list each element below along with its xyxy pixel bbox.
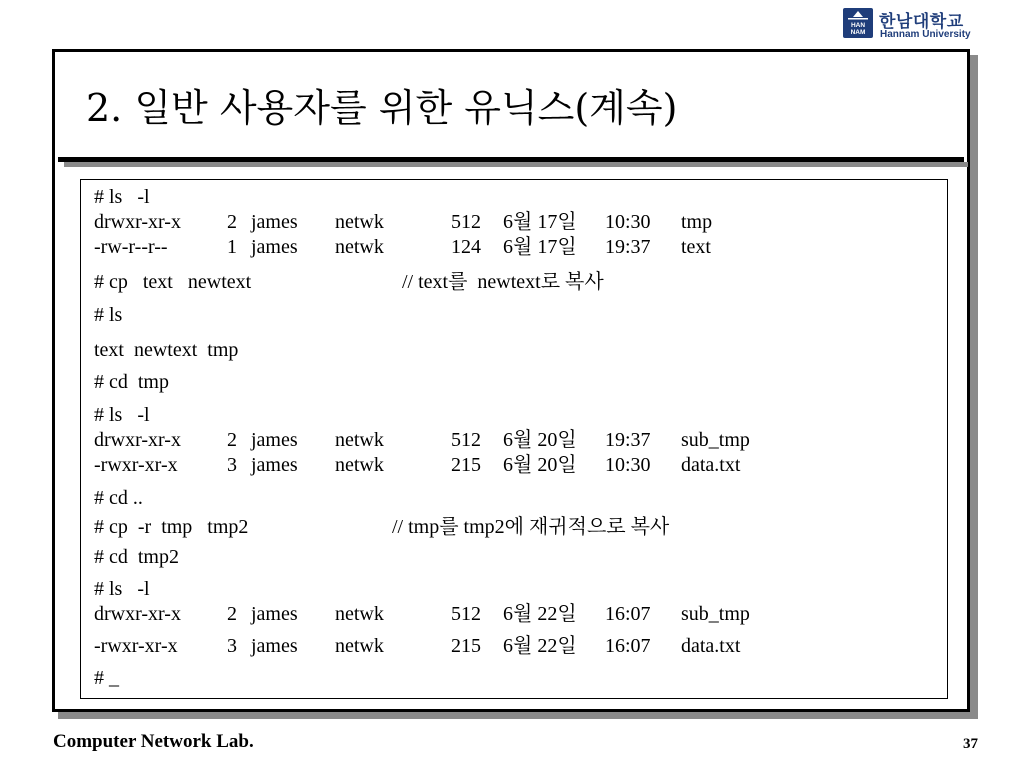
- listing-time: 10:30: [605, 454, 651, 476]
- command-text: # cd tmp: [94, 371, 169, 393]
- listing-size: 512: [451, 603, 481, 625]
- university-emblem-icon: [843, 8, 873, 38]
- listing-owner: james: [251, 211, 298, 233]
- title-divider: [58, 157, 964, 162]
- listing-name: sub_tmp: [681, 603, 750, 625]
- listing-group: netwk: [335, 603, 384, 625]
- listing-links: 2: [227, 211, 237, 233]
- listing-name: text: [681, 236, 711, 258]
- listing-group: netwk: [335, 454, 384, 476]
- listing-group: netwk: [335, 429, 384, 451]
- listing-size: 215: [451, 635, 481, 657]
- listing-time: 19:37: [605, 236, 651, 258]
- listing-owner: james: [251, 635, 298, 657]
- listing-group: netwk: [335, 211, 384, 233]
- listing-date: 6월 22일: [503, 603, 577, 625]
- listing-links: 1: [227, 236, 237, 258]
- emblem-text-2: NAM: [850, 29, 866, 36]
- listing-group: netwk: [335, 236, 384, 258]
- listing-size: 124: [451, 236, 481, 258]
- listing-links: 3: [227, 454, 237, 476]
- listing-perm: -rwxr-xr-x: [94, 635, 178, 657]
- listing-perm: drwxr-xr-x: [94, 211, 181, 233]
- listing-links: 3: [227, 635, 237, 657]
- university-logo: [843, 8, 978, 42]
- listing-perm: -rwxr-xr-x: [94, 454, 178, 476]
- listing-date: 6월 20일: [503, 454, 577, 476]
- listing-name: sub_tmp: [681, 429, 750, 451]
- command-text: # ls -l: [94, 578, 150, 600]
- listing-perm: drwxr-xr-x: [94, 429, 181, 451]
- listing-owner: james: [251, 603, 298, 625]
- listing-perm: drwxr-xr-x: [94, 603, 181, 625]
- listing-name: data.txt: [681, 454, 741, 476]
- listing-time: 19:37: [605, 429, 651, 451]
- listing-size: 215: [451, 454, 481, 476]
- listing-size: 512: [451, 429, 481, 451]
- listing-date: 6월 22일: [503, 635, 577, 657]
- listing-owner: james: [251, 236, 298, 258]
- listing-size: 512: [451, 211, 481, 233]
- listing-name: tmp: [681, 211, 713, 233]
- listing-time: 10:30: [605, 211, 651, 233]
- listing-owner: james: [251, 454, 298, 476]
- listing-date: 6월 17일: [503, 236, 577, 258]
- listing-time: 16:07: [605, 635, 651, 657]
- footer-lab-name: Computer Network Lab.: [53, 731, 254, 752]
- title-divider-shadow: [64, 162, 968, 167]
- command-text: # cd ..: [94, 487, 143, 509]
- listing-date: 6월 20일: [503, 429, 577, 451]
- command-comment: // tmp를 tmp2에 재귀적으로 복사: [392, 516, 670, 538]
- command-text: # ls -l: [94, 186, 150, 208]
- listing-time: 16:07: [605, 603, 651, 625]
- university-name-korean: 한남대학교: [879, 12, 964, 32]
- listing-owner: james: [251, 429, 298, 451]
- command-text: # cp -r tmp tmp2: [94, 516, 249, 538]
- listing-date: 6월 17일: [503, 211, 577, 233]
- emblem-text-1: HAN: [850, 22, 866, 29]
- command-text: # ls: [94, 304, 123, 326]
- slide-title: 2. 일반 사용자를 위한 유닉스(계속): [86, 86, 678, 130]
- command-text: # cp text newtext: [94, 271, 252, 293]
- command-comment: // text를 newtext로 복사: [402, 271, 604, 293]
- university-name-english: Hannam University: [880, 29, 971, 40]
- listing-links: 2: [227, 603, 237, 625]
- listing-perm: -rw-r--r--: [94, 236, 168, 258]
- listing-links: 2: [227, 429, 237, 451]
- command-text: # ls -l: [94, 404, 150, 426]
- command-text: # _: [94, 667, 119, 689]
- page-number: 37: [963, 736, 978, 752]
- command-text: # cd tmp2: [94, 546, 179, 568]
- listing-name: data.txt: [681, 635, 741, 657]
- command-text: text newtext tmp: [94, 339, 239, 361]
- listing-group: netwk: [335, 635, 384, 657]
